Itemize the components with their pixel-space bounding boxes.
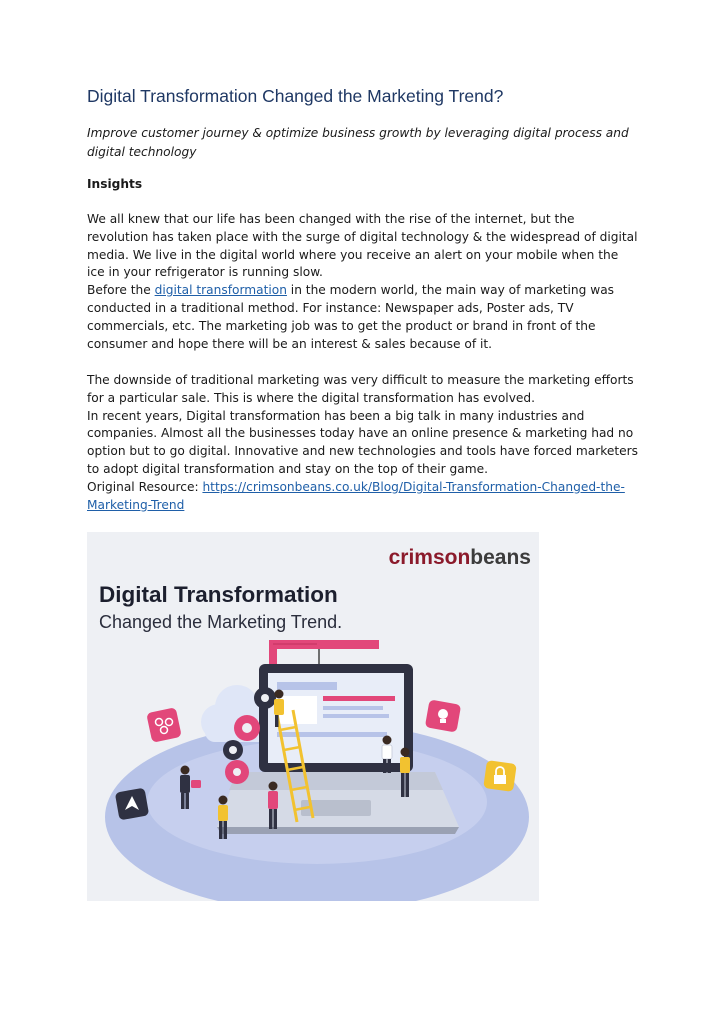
text-before-link: Before the [87, 283, 155, 298]
digital-transformation-link[interactable]: digital transformation [154, 283, 287, 298]
section-heading-insights: Insights [87, 177, 143, 191]
lightbulb-icon [425, 699, 461, 732]
paragraph-downside: The downside of traditional marketing was very difficult to measure the marketing efforts for a particular sale. This is where the digital transformation has evolved. [87, 373, 634, 405]
body-section-2 [87, 372, 639, 514]
people-network-icon [146, 707, 182, 743]
paragraph-internet-revolution: We all knew that our life has been changed with the rise of the internet, but the revolution has taken place with the surge of digital technology & the widespread of digital media. We live in the digital world where you receive an alert on your mobile when the ice in your refrigerator is running slow. [87, 212, 638, 280]
paragraph-recent-years: In recent years, Digital transformation has been a big talk in many industries and companies. Almost all the businesses today have an online presence & marketing had no option but to go digital. Innovative and new technologies and tools have forced marketers to adopt digital transformation and stay on the top of their game. [87, 408, 638, 476]
lock-icon [483, 760, 517, 792]
text-after-link: in the modern world, the main way of marketing was conducted in a traditional method. For instance: Newspaper ads, Poster ads, TV commercials, etc. The marketing job was to get the product or brand in front of the consumer and hope there will be an interest & sales because of it. [87, 283, 615, 351]
subtitle: Improve customer journey & optimize business growth by leveraging digital process and digital technology [87, 126, 629, 159]
page-title: Digital Transformation Changed the Marketing Trend? [87, 86, 504, 106]
paragraph-traditional-marketing [87, 282, 639, 353]
brand-logo: crimsonbeans [388, 546, 531, 569]
navigation-arrow-icon [115, 788, 149, 821]
resource-label: Original Resource: [87, 479, 203, 494]
original-resource-link[interactable]: https://crimsonbeans.co.uk/Blog/Digital-Transformation-Changed-the-Marketing-Trend [87, 479, 625, 512]
body-section-1 [87, 211, 639, 353]
banner-headline: Digital Transformation [99, 582, 338, 607]
banner-subline: Changed the Marketing Trend. [99, 612, 343, 632]
paragraph-original-resource [87, 479, 639, 515]
banner-illustration [87, 532, 539, 901]
